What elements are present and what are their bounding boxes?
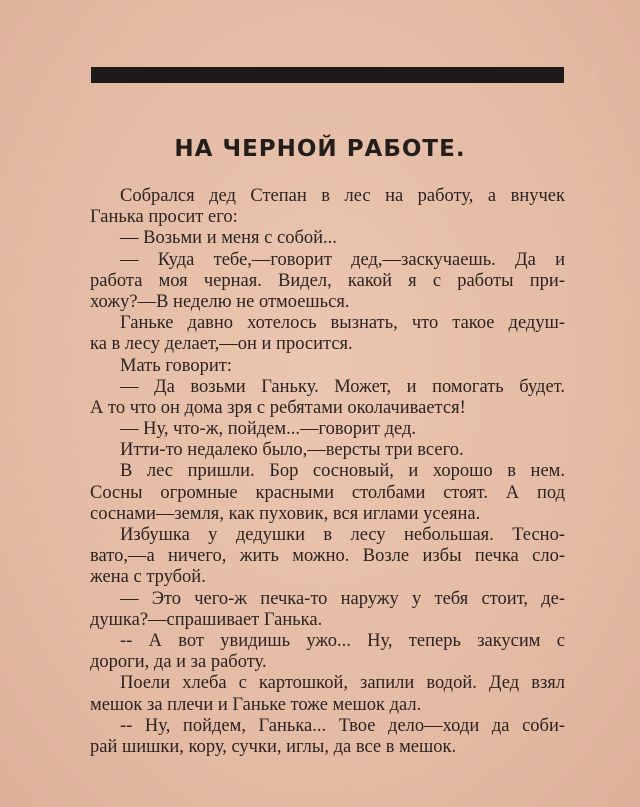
text-line: — Ну, что-ж, пойдем...—говорит дед.: [120, 419, 416, 440]
text-line: мешок за плечи и Ганьке тоже мешок дал.: [90, 694, 422, 715]
text-line: В лес пришли. Бор сосновый, и хорошо в нем.: [120, 461, 565, 482]
text-line: Сосны огромные красными столбами стоят. А под: [90, 482, 565, 503]
text-line: — Да возьми Ганьку. Может, и помогать будет.: [120, 376, 565, 397]
text-line: рай шишки, кору, сучки, иглы, да все в мешок.: [90, 736, 457, 757]
rule-gap: [591, 67, 595, 83]
text-line: душка?—спрашивает Ганька.: [90, 609, 323, 630]
text-line: работа моя черная. Видел, какой я с работы при-: [90, 270, 565, 291]
text-line: Поели хлеба с картошкой, запили водой. Дед взял: [120, 673, 565, 694]
text-line: Избушка у дедушки в лесу небольшая. Тесно-: [120, 525, 565, 545]
text-line: дороги, да и за работу.: [90, 652, 267, 673]
decorative-header-rule: [91, 67, 564, 83]
text-line: — Куда тебе,—говорит дед,—заскучаешь. Да и: [120, 249, 565, 270]
text-line: ка в лесу делает,—он и просится.: [90, 334, 353, 355]
text-line: Ганьке давно хотелось вызнать, что такое дедуш-: [120, 313, 565, 334]
text-line: -- А вот увидишь ужо... Ну, теперь закусим с: [120, 630, 565, 651]
text-line: Собрался дед Степан в лес на работу, а внучек: [120, 186, 565, 206]
text-line: Итти-то недалеко было,—версты три всего.: [120, 440, 464, 461]
text-line: вато,—а ничего, жить можно. Возле избы печка сло-: [90, 546, 565, 567]
text-line: Мать говорит:: [120, 355, 232, 376]
text-line: хожу?—В неделю не отмоешься.: [90, 291, 350, 312]
text-line: — Это чего-ж печка-то наружу у тебя стоит, де-: [120, 588, 565, 609]
text-line: А то что он дома зря с ребятами околачивается!: [90, 397, 466, 418]
text-line: — Возьми и меня с собой...: [120, 228, 337, 249]
text-line: соснами—земля, как пуховик, вся иглами усеяна.: [90, 503, 481, 524]
story-text: [90, 186, 565, 758]
text-line: -- Ну, пойдем, Ганька... Твое дело—ходи да соби-: [120, 715, 565, 736]
text-line: жена с трубой.: [90, 567, 206, 588]
chapter-title: НА ЧЕРНОЙ РАБОТЕ.: [174, 136, 466, 162]
text-line: Ганька просит его:: [90, 207, 238, 228]
